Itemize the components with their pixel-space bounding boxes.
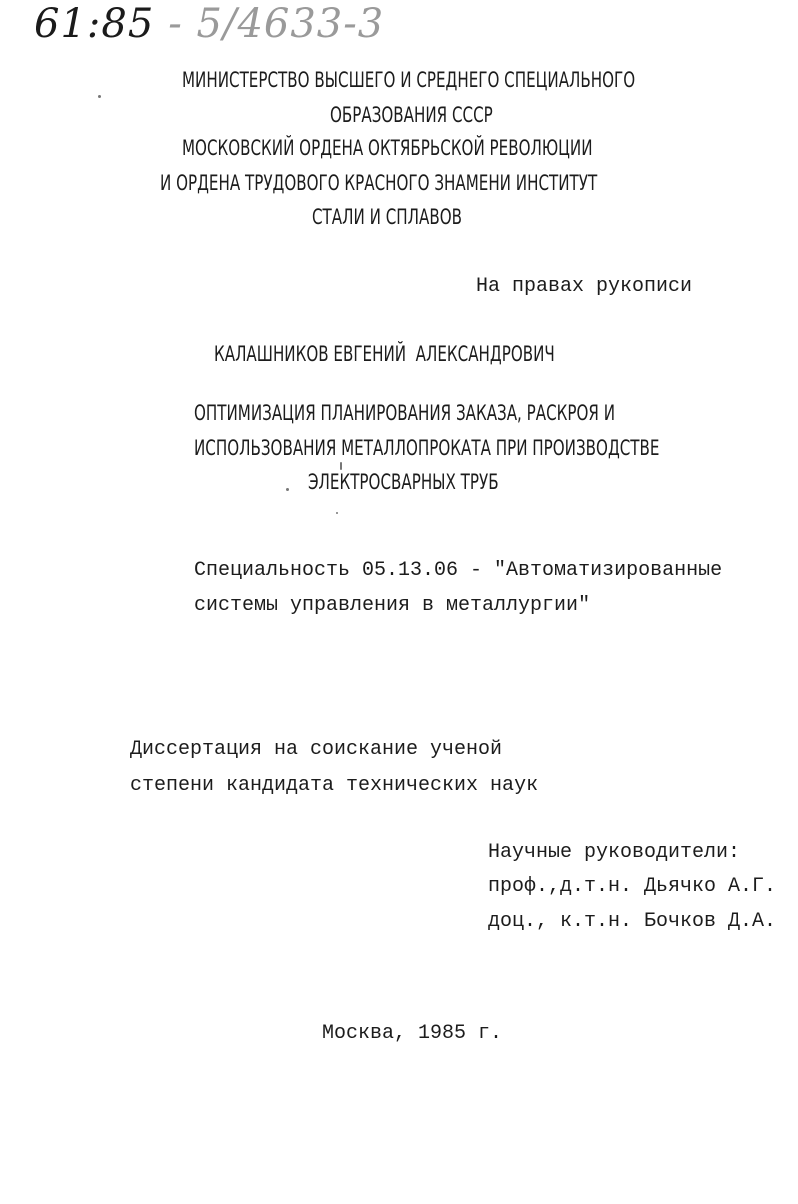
- institution-line-1: МИНИСТЕРСТВО ВЫСШЕГО И СРЕДНЕГО СПЕЦИАЛЬНОГО: [182, 68, 636, 92]
- manuscript-rights-note: На правах рукописи: [476, 275, 693, 298]
- dissertation-purpose-line-1: Диссертация на соискание ученой: [130, 738, 503, 761]
- specialty-line-2: системы управления в металлургии": [194, 594, 591, 617]
- advisors-heading: Научные руководители:: [488, 841, 741, 864]
- handwritten-primary-number: 61:85: [34, 1, 155, 47]
- institution-line-4: И ОРДЕНА ТРУДОВОГО КРАСНОГО ЗНАМЕНИ ИНСТИТУТ: [160, 171, 598, 195]
- institution-line-2: ОБРАЗОВАНИЯ СССР: [330, 103, 493, 127]
- advisor-1: проф.,д.т.н. Дьячко А.Г.: [488, 875, 777, 898]
- scan-speck: [286, 488, 289, 491]
- thesis-title-line-1: ОПТИМИЗАЦИЯ ПЛАНИРОВАНИЯ ЗАКАЗА, РАСКРОЯ И: [194, 401, 616, 425]
- dissertation-purpose-line-2: степени кандидата технических наук: [130, 774, 539, 797]
- handwritten-secondary-number: - 5/4633-3: [168, 1, 385, 47]
- author-name: КАЛАШНИКОВ ЕВГЕНИЙ АЛЕКСАНДРОВИЧ: [214, 342, 555, 366]
- thesis-title-line-3: ЭЛЕКТРОСВАРНЫХ ТРУБ: [308, 470, 499, 494]
- scan-speck: [336, 512, 338, 514]
- place-and-date: Москва, 1985 г.: [322, 1022, 503, 1045]
- institution-line-5: СТАЛИ И СПЛАВОВ: [312, 205, 462, 229]
- scan-speck: [98, 95, 101, 98]
- scan-mark: [340, 462, 342, 470]
- handwritten-catalog-number: [34, 1, 385, 47]
- thesis-title-line-2: ИСПОЛЬЗОВАНИЯ МЕТАЛЛОПРОКАТА ПРИ ПРОИЗВОДСТВЕ: [194, 436, 660, 460]
- specialty-line-1: Специальность 05.13.06 - "Автоматизированные: [194, 559, 723, 582]
- advisor-2: доц., к.т.н. Бочков Д.А.: [488, 910, 777, 933]
- institution-line-3: МОСКОВСКИЙ ОРДЕНА ОКТЯБРЬСКОЙ РЕВОЛЮЦИИ: [182, 136, 593, 160]
